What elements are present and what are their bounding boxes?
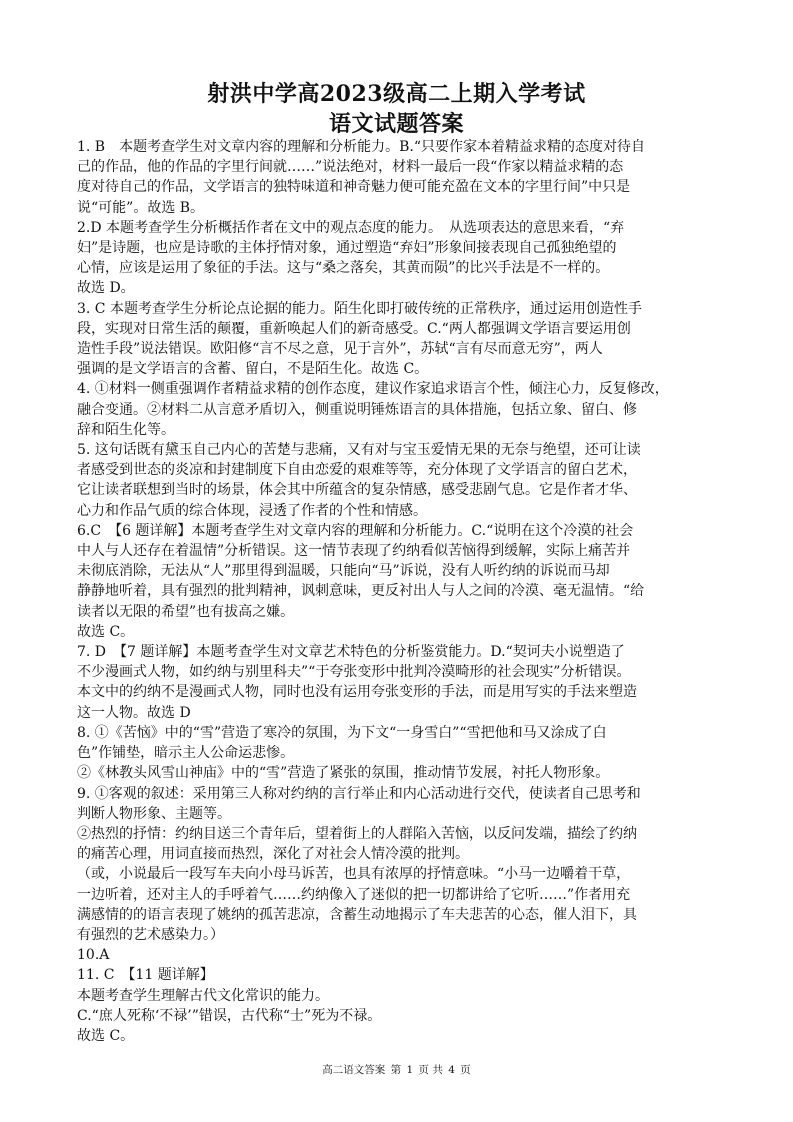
text-line: 段，实现对日常生活的颠覆，重新唤起人们的新奇感受。C.“两人都强调文学语言要运用创 bbox=[77, 320, 631, 337]
text-line: 4. ①材料一侧重强调作者精益求精的创作态度，建议作家追求语言个性，倾注心力，反复修改， bbox=[77, 381, 669, 398]
text-line: 造性手段”说法错误。欧阳修“言不尽之意，见于言外”，苏轼“言有尽而意无穷”，两人 bbox=[77, 341, 603, 358]
text-line: 10.A bbox=[77, 947, 110, 964]
text-line: 8. ①《苦恼》中的“雪”营造了寒冷的氛围，为下文“一身雪白”“雪把他和马又涂成了白 bbox=[77, 724, 607, 741]
text-line: 故选 C。 bbox=[77, 623, 135, 640]
text-line: 这一人物。故选 D bbox=[77, 704, 191, 721]
text-line: 1. B 本题考查学生对文章内容的理解和分析能力。B.“只要作家本着精益求精的态度对待自 bbox=[77, 139, 645, 155]
text-line: 说“可能”。故选 B。 bbox=[77, 199, 205, 216]
text-line: 读者以无限的希望”也有拔高之嫌。 bbox=[77, 603, 295, 620]
text-line: C.“庶人死称‘不禄’”错误，古代称“士”死为不禄。 bbox=[77, 1007, 382, 1024]
text-line: （或，小说最后一段写车夫向小母马诉苦，也具有浓厚的抒情意味。“小马一边嚼着干草， bbox=[77, 866, 631, 883]
footer-page-label: 页 共 bbox=[418, 1064, 443, 1076]
text-line: 融合变通。②材料二从言意矛盾切入，侧重说明锤炼语言的具体措施，包括立象、留白、修 bbox=[77, 401, 637, 418]
text-line: 己的作品，他的作品的字里行间就……”说法绝对，材料一最后一段“作家以精益求精的态 bbox=[77, 159, 624, 176]
text-line: ②《林教头风雪山神庙》中的“雪”营造了紧张的氛围，推动情节发展，衬托人物形象。 bbox=[77, 765, 610, 782]
footer-doc-name: 高二语文答案 bbox=[322, 1064, 386, 1076]
footer-total-pages: 4 bbox=[448, 1064, 455, 1076]
text-line: 判断人物形象、主题等。 bbox=[77, 805, 231, 822]
footer-page-label: 页 bbox=[460, 1064, 471, 1076]
answer-content bbox=[77, 137, 722, 1046]
text-line: 3. C 本题考查学生分析论点论据的能力。陌生化即打破传统的正常秩序，通过运用创造性手 bbox=[77, 300, 642, 317]
text-line: 它让读者联想到当时的场景，体会其中所蕴含的复杂情感，感受悲剧气息。它是作者才华、 bbox=[77, 482, 637, 499]
document-title: 射洪中学高2023级高二上期入学考试 bbox=[207, 81, 586, 107]
text-line: 7. D 【7 题详解】本题考查学生对文章艺术特色的分析鉴赏能力。D.“契诃夫小说塑造了 bbox=[77, 644, 625, 661]
page-footer bbox=[0, 1063, 793, 1077]
text-line: 不少漫画式人物，如约纳与别里科夫”“于夸张变形中批判冷漠畸形的社会现实”分析错误。 bbox=[77, 664, 631, 681]
text-line: 满感情的的语言表现了姚纳的孤苦悲凉，含蓄生动地揭示了车夫悲苦的心态，催人泪下，具 bbox=[77, 906, 637, 923]
text-line: 中人与人还存在着温情”分析错误。这一情节表现了约纳看似苦恼得到缓解，实际上痛苦并 bbox=[77, 543, 631, 560]
text-line: 11. C 【11 题详解】 bbox=[77, 967, 214, 984]
text-line: 心情，应该是运用了象征的手法。这与“桑之落矣，其黄而陨”的比兴手法是不一样的。 bbox=[77, 260, 610, 277]
footer-page-label: 第 bbox=[390, 1064, 402, 1076]
text-line: 2.D 本题考查学生分析概括作者在文中的观点态度的能力。 从选项表达的意思来看，“弃 bbox=[77, 219, 625, 236]
text-line: 未彻底消除，无法从“人”那里得到温暖，只能向“马”诉说，没有人听约纳的诉说而马却 bbox=[77, 563, 610, 580]
text-line: 辞和陌生化等。 bbox=[77, 421, 175, 438]
text-line: 9. ①客观的叙述：采用第三人称对约纳的言行举止和内心活动进行交代，使读者自己思考和 bbox=[77, 785, 641, 802]
text-line: 6.C 【6 题详解】本题考查学生对文章内容的理解和分析能力。C.“说明在这个冷漠的社会 bbox=[77, 522, 634, 539]
text-line: 的痛苦心理，用词直接而热烈，深化了对社会人情冷漠的批判。 bbox=[77, 846, 469, 863]
text-line: 故选 C。 bbox=[77, 1027, 135, 1044]
text-line: 静静地听着，具有强烈的批判精神，讽刺意味，更反衬出人与人之间的冷漠、毫无温情。“给 bbox=[77, 583, 645, 600]
text-line: 故选 D。 bbox=[77, 280, 135, 297]
footer-page-number: 1 bbox=[406, 1064, 414, 1076]
text-line: ②热烈的抒情：约纳目送三个青年后，望着街上的人群陷入苦恼，以反问发端，描绘了约纳 bbox=[77, 825, 637, 842]
text-line: 妇”是诗题，也应是诗歌的主体抒情对象，通过塑造“弃妇”形象间接表现自己孤独绝望的 bbox=[77, 240, 617, 257]
text-line: 5. 这句话既有黛玉自己内心的苦楚与悲痛，又有对与宝玉爱情无果的无奈与绝望，还可让读 bbox=[77, 442, 641, 459]
text-line: 本题考查学生理解古代文化常识的能力。 bbox=[77, 987, 329, 1004]
text-line: 强调的是文学语言的含蓄、留白，不是陌生化。故选 C。 bbox=[77, 361, 429, 378]
text-line: 心力和作品气质的综合体现，浸透了作者的个性和情感。 bbox=[77, 502, 427, 519]
text-line: 色”作铺垫，暗示主人公命运悲惨。 bbox=[77, 745, 295, 762]
text-line: 度对待自己的作品，文学语言的独特味道和神奇魅力便可能充盈在文本的字里行间”中只是 bbox=[77, 179, 631, 196]
document-subtitle: 语文试题答案 bbox=[328, 111, 464, 137]
text-line: 一边听着，还对主人的手呼着气……约纳像入了迷似的把一切都讲给了它听……”作者用充 bbox=[77, 886, 631, 903]
text-line: 有强烈的艺术感染力。） bbox=[77, 926, 224, 943]
text-line: 者感受到世态的炎凉和封建制度下自由恋爱的艰难等等，充分体现了文学语言的留白艺术， bbox=[77, 462, 637, 479]
text-line: 本文中的约纳不是漫画式人物，同时也没有运用夸张变形的手法，而是用写实的手法来塑造 bbox=[77, 684, 637, 701]
